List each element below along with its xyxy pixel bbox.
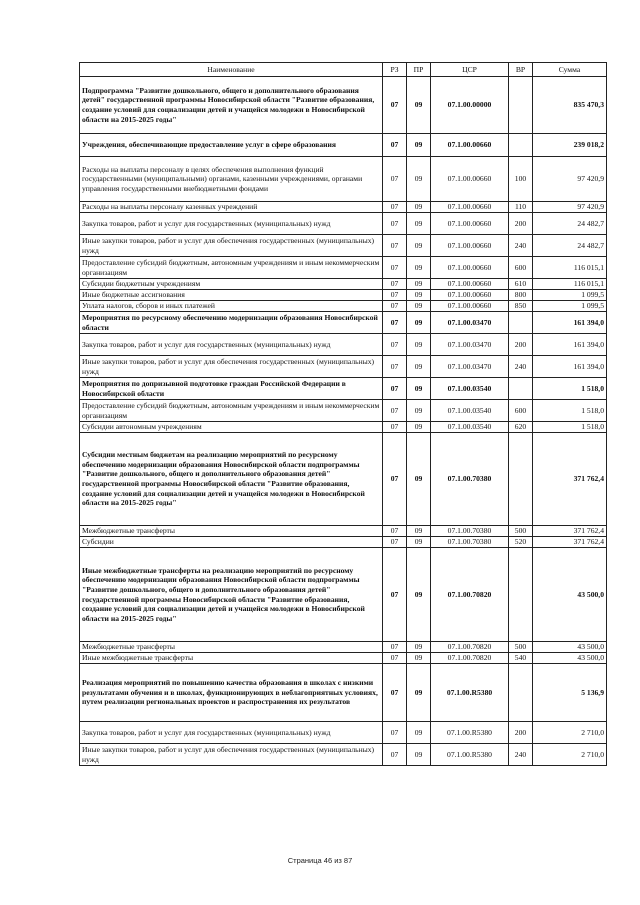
cell-rz: 07 [383,356,407,378]
cell-vr: 600 [509,400,533,422]
cell-rz: 07 [383,213,407,235]
table-row [80,235,607,257]
cell-pr: 09 [407,537,431,548]
table-row [80,301,607,312]
cell-name: Расходы на выплаты персоналу казенных учреждений [80,202,383,213]
cell-sum: 5 136,9 [533,664,607,722]
cell-csr: 07.1.00.R5380 [431,744,509,766]
cell-pr: 09 [407,526,431,537]
cell-vr [509,378,533,400]
cell-sum: 1 518,0 [533,378,607,400]
cell-pr: 09 [407,202,431,213]
cell-rz: 07 [383,722,407,744]
cell-name: Закупка товаров, работ и услуг для государственных (муниципальных) нужд [80,334,383,356]
cell-name: Предоставление субсидий бюджетным, автономным учреждениям и иным некоммерческим организациям [80,400,383,422]
cell-name: Субсидии бюджетным учреждениям [80,279,383,290]
cell-sum: 239 018,2 [533,134,607,157]
cell-vr: 200 [509,722,533,744]
cell-vr: 240 [509,235,533,257]
header-csr: ЦСР [431,63,509,77]
cell-sum: 371 762,4 [533,433,607,526]
cell-pr: 09 [407,664,431,722]
cell-rz: 07 [383,433,407,526]
cell-pr: 09 [407,356,431,378]
cell-pr: 09 [407,279,431,290]
table-row [80,290,607,301]
document-page [79,62,606,766]
table-row [80,537,607,548]
header-rz: РЗ [383,63,407,77]
cell-sum: 1 099,5 [533,301,607,312]
cell-sum: 161 394,0 [533,356,607,378]
cell-vr: 540 [509,653,533,664]
cell-name: Мероприятия по ресурсному обеспечению модернизации образования Новосибирской области [80,312,383,334]
cell-name: Иные закупки товаров, работ и услуг для обеспечения государственных (муниципальных) нужд [80,356,383,378]
cell-csr: 07.1.00.00660 [431,301,509,312]
cell-vr [509,312,533,334]
cell-pr: 09 [407,301,431,312]
cell-name: Мероприятия по допризывной подготовке граждан Российской Федерации в Новосибирской области [80,378,383,400]
cell-name: Закупка товаров, работ и услуг для государственных (муниципальных) нужд [80,213,383,235]
cell-name: Субсидии местным бюджетам на реализацию мероприятий по ресурсному обеспечению модернизации образования Новосибирской области подпрограммы "Развитие дошкольного, общего и дополнительного образования детей" государственной программы Новосибирской области "Развитие образования, создание условий для социализации детей и учащейся молодежи в Новосибирской области на 2015-2025 годы" [80,433,383,526]
cell-sum: 2 710,0 [533,722,607,744]
cell-rz: 07 [383,202,407,213]
cell-rz: 07 [383,422,407,433]
cell-rz: 07 [383,744,407,766]
cell-vr: 100 [509,157,533,202]
cell-vr [509,77,533,134]
cell-name: Иные закупки товаров, работ и услуг для обеспечения государственных (муниципальных) нужд [80,744,383,766]
cell-pr: 09 [407,312,431,334]
cell-csr: 07.1.00.R5380 [431,664,509,722]
cell-csr: 07.1.00.70380 [431,537,509,548]
cell-sum: 161 394,0 [533,312,607,334]
cell-sum: 97 420,9 [533,157,607,202]
cell-rz: 07 [383,400,407,422]
cell-pr: 09 [407,235,431,257]
cell-pr: 09 [407,433,431,526]
cell-name: Предоставление субсидий бюджетным, автономным учреждениям и иным некоммерческим организациям [80,257,383,279]
cell-vr: 110 [509,202,533,213]
cell-csr: 07.1.00.70820 [431,548,509,642]
cell-pr: 09 [407,334,431,356]
cell-vr [509,548,533,642]
cell-sum: 43 500,0 [533,642,607,653]
cell-rz: 07 [383,653,407,664]
cell-csr: 07.1.00.R5380 [431,722,509,744]
cell-rz: 07 [383,548,407,642]
cell-rz: 07 [383,77,407,134]
cell-name: Субсидии автономным учреждениям [80,422,383,433]
cell-sum: 1 099,5 [533,290,607,301]
cell-sum: 835 470,3 [533,77,607,134]
cell-name: Реализация мероприятий по повышению качества образования в школах с низкими результатами обучения и в школах, функционирующих в неблагоприятных условиях, путем реализации региональных проектов и распространения их результатов [80,664,383,722]
cell-name: Иные межбюджетные трансферты [80,653,383,664]
header-name: Наименование [80,63,383,77]
cell-pr: 09 [407,400,431,422]
cell-rz: 07 [383,378,407,400]
table-row [80,722,607,744]
table-row [80,356,607,378]
cell-csr: 07.1.00.03540 [431,400,509,422]
table-row [80,422,607,433]
cell-name: Субсидии [80,537,383,548]
cell-name: Уплата налогов, сборов и иных платежей [80,301,383,312]
table-row [80,548,607,642]
cell-csr: 07.1.00.03470 [431,356,509,378]
cell-sum: 24 482,7 [533,235,607,257]
cell-sum: 371 762,4 [533,537,607,548]
cell-rz: 07 [383,257,407,279]
table-row [80,312,607,334]
table-row [80,134,607,157]
table-row [80,334,607,356]
cell-pr: 09 [407,157,431,202]
cell-sum: 1 518,0 [533,422,607,433]
table-row [80,653,607,664]
table-row [80,400,607,422]
cell-pr: 09 [407,290,431,301]
cell-rz: 07 [383,157,407,202]
cell-rz: 07 [383,642,407,653]
cell-name: Межбюджетные трансферты [80,642,383,653]
cell-sum: 43 500,0 [533,548,607,642]
cell-vr: 500 [509,526,533,537]
cell-pr: 09 [407,653,431,664]
table-row [80,433,607,526]
cell-sum: 116 015,1 [533,279,607,290]
table-body [80,77,607,766]
cell-pr: 09 [407,642,431,653]
cell-rz: 07 [383,301,407,312]
cell-vr: 850 [509,301,533,312]
cell-rz: 07 [383,312,407,334]
cell-pr: 09 [407,77,431,134]
cell-sum: 43 500,0 [533,653,607,664]
cell-pr: 09 [407,722,431,744]
cell-vr [509,664,533,722]
cell-name: Межбюджетные трансферты [80,526,383,537]
cell-rz: 07 [383,537,407,548]
cell-vr: 600 [509,257,533,279]
cell-vr: 240 [509,744,533,766]
table-row [80,257,607,279]
header-sum: Сумма [533,63,607,77]
cell-pr: 09 [407,378,431,400]
cell-name: Иные межбюджетные трансферты на реализацию мероприятий по ресурсному обеспечению модернизации образования Новосибирской области подпрограммы "Развитие дошкольного, общего и дополнительного образования детей" государственной программы Новосибирской области "Развитие образования, создание условий для социализации детей и учащейся молодежи в Новосибирской области на 2015-2025 годы" [80,548,383,642]
cell-sum: 2 710,0 [533,744,607,766]
cell-vr: 800 [509,290,533,301]
cell-vr [509,134,533,157]
header-vr: ВР [509,63,533,77]
cell-pr: 09 [407,744,431,766]
cell-name: Иные бюджетные ассигнования [80,290,383,301]
cell-name: Подпрограмма "Развитие дошкольного, общего и дополнительного образования детей" государственной программы Новосибирской области "Развитие образования, создание условий для социализации детей и учащейся молодежи в Новосибирской области на 2015-2025 годы" [80,77,383,134]
cell-csr: 07.1.00.00660 [431,134,509,157]
table-row [80,279,607,290]
cell-csr: 07.1.00.00660 [431,213,509,235]
cell-rz: 07 [383,134,407,157]
table-row [80,744,607,766]
cell-csr: 07.1.00.03540 [431,422,509,433]
cell-csr: 07.1.00.70820 [431,653,509,664]
cell-sum: 97 420,9 [533,202,607,213]
cell-pr: 09 [407,548,431,642]
cell-pr: 09 [407,134,431,157]
cell-csr: 07.1.00.00660 [431,235,509,257]
cell-name: Иные закупки товаров, работ и услуг для обеспечения государственных (муниципальных) нужд [80,235,383,257]
cell-csr: 07.1.00.00660 [431,290,509,301]
table-row [80,526,607,537]
cell-rz: 07 [383,526,407,537]
table-row [80,157,607,202]
cell-vr: 200 [509,213,533,235]
cell-sum: 24 482,7 [533,213,607,235]
cell-csr: 07.1.00.70820 [431,642,509,653]
cell-rz: 07 [383,290,407,301]
cell-vr: 620 [509,422,533,433]
cell-csr: 07.1.00.00660 [431,279,509,290]
cell-pr: 09 [407,422,431,433]
cell-rz: 07 [383,334,407,356]
cell-vr [509,433,533,526]
table-row [80,202,607,213]
cell-sum: 161 394,0 [533,334,607,356]
cell-vr: 200 [509,334,533,356]
cell-rz: 07 [383,235,407,257]
cell-csr: 07.1.00.00000 [431,77,509,134]
cell-pr: 09 [407,213,431,235]
table-row [80,213,607,235]
cell-rz: 07 [383,664,407,722]
cell-csr: 07.1.00.03470 [431,312,509,334]
cell-rz: 07 [383,279,407,290]
cell-csr: 07.1.00.00660 [431,202,509,213]
cell-sum: 116 015,1 [533,257,607,279]
cell-csr: 07.1.00.03470 [431,334,509,356]
page-number: Страница 46 из 87 [287,856,353,865]
cell-vr: 610 [509,279,533,290]
cell-name: Закупка товаров, работ и услуг для государственных (муниципальных) нужд [80,722,383,744]
table-row [80,664,607,722]
budget-table [79,62,607,766]
table-row [80,642,607,653]
table-header-row [80,63,607,77]
cell-csr: 07.1.00.00660 [431,257,509,279]
cell-csr: 07.1.00.70380 [431,433,509,526]
cell-vr: 240 [509,356,533,378]
cell-csr: 07.1.00.70380 [431,526,509,537]
cell-name: Расходы на выплаты персоналу в целях обеспечения выполнения функций государственными (муниципальными) органами, казенными учреждениями, органами управления государственными внебюджетными фондами [80,157,383,202]
header-pr: ПР [407,63,431,77]
cell-sum: 371 762,4 [533,526,607,537]
cell-pr: 09 [407,257,431,279]
cell-csr: 07.1.00.03540 [431,378,509,400]
cell-vr: 520 [509,537,533,548]
cell-vr: 500 [509,642,533,653]
cell-sum: 1 518,0 [533,400,607,422]
cell-name: Учреждения, обеспечивающие предоставление услуг в сфере образования [80,134,383,157]
table-row [80,77,607,134]
table-row [80,378,607,400]
cell-csr: 07.1.00.00660 [431,157,509,202]
